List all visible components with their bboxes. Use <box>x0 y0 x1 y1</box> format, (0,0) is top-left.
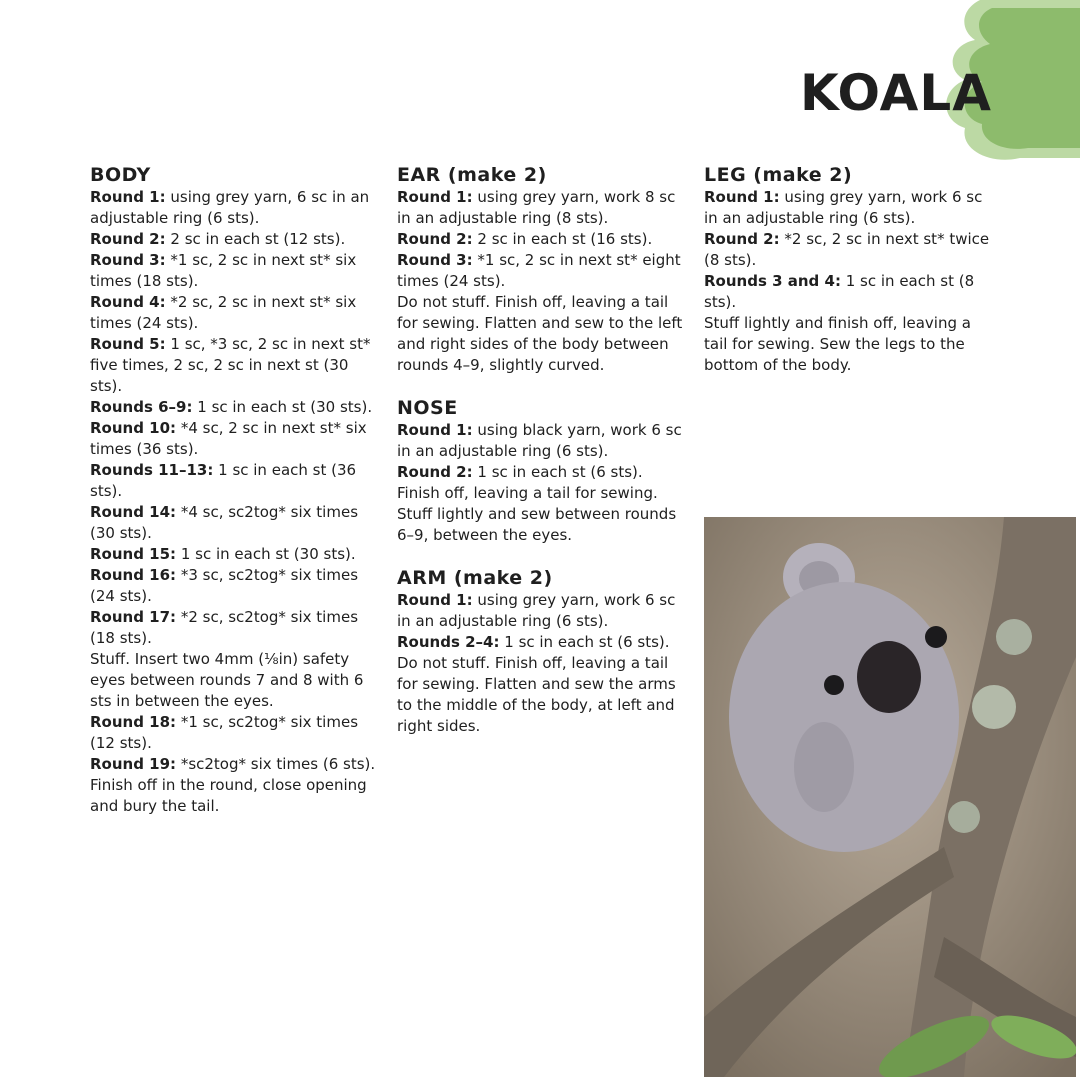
section-title: NOSE <box>397 397 458 419</box>
round-text: 1 sc in each st (30 sts). <box>192 398 373 416</box>
round-label: Round 18: <box>90 713 177 731</box>
round-label: Round 10: <box>90 419 177 437</box>
instruction-line <box>90 418 380 460</box>
round-text: using grey yarn, work 8 sc in an adjustable ring (8 sts). <box>397 188 676 227</box>
round-text: Stuff. Insert two 4mm (⅛in) safety eyes between rounds 7 and 8 with 6 sts in between the eyes. <box>90 650 364 710</box>
round-text: 1 sc in each st (6 sts). <box>472 463 643 481</box>
instruction-line <box>90 250 380 292</box>
instruction-line <box>90 565 380 607</box>
round-label: Round 2: <box>90 230 166 248</box>
round-label: Rounds 6–9: <box>90 398 193 416</box>
instruction-line <box>397 462 687 483</box>
round-label: Rounds 2–4: <box>397 633 500 651</box>
instruction-line <box>90 334 380 397</box>
instruction-line <box>90 397 380 418</box>
page-title: KOALA <box>800 64 992 122</box>
section-title: BODY <box>90 164 151 186</box>
instruction-line <box>90 292 380 334</box>
round-text: Do not stuff. Finish off, leaving a tail for sewing. Flatten and sew the arms to the middle of the body, at left and right sides. <box>397 654 676 735</box>
koala-photo <box>704 517 1076 1077</box>
instruction-line <box>90 502 380 544</box>
round-label: Round 15: <box>90 545 177 563</box>
round-text: 1 sc in each st (30 sts). <box>176 545 356 563</box>
round-text: *2 sc, sc2tog* six times (18 sts). <box>90 608 359 647</box>
column-3 <box>704 163 994 396</box>
section-nose <box>397 396 687 546</box>
instruction-line <box>90 754 380 775</box>
section-ear-make-2 <box>397 163 687 376</box>
round-text: using black yarn, work 6 sc in an adjustable ring (6 sts). <box>397 421 682 460</box>
round-text: *2 sc, 2 sc in next st* six times (24 sts). <box>90 293 357 332</box>
round-label: Round 3: <box>397 251 473 269</box>
round-text: *3 sc, sc2tog* six times (24 sts). <box>90 566 359 605</box>
instruction-line <box>397 229 687 250</box>
instruction-line <box>704 313 994 376</box>
round-label: Round 2: <box>704 230 780 248</box>
round-label: Round 3: <box>90 251 166 269</box>
round-text: using grey yarn, work 6 sc in an adjustable ring (6 sts). <box>397 591 676 630</box>
round-label: Round 5: <box>90 335 166 353</box>
instruction-line <box>397 292 687 376</box>
round-label: Round 16: <box>90 566 177 584</box>
section-body <box>90 163 380 817</box>
section-leg-make-2 <box>704 163 994 376</box>
round-text: *1 sc, 2 sc in next st* six times (18 sts). <box>90 251 357 290</box>
instruction-line <box>704 271 994 313</box>
instruction-line <box>397 420 687 462</box>
instruction-line <box>90 712 380 754</box>
round-text: Stuff lightly and finish off, leaving a tail for sewing. Sew the legs to the bottom of the body. <box>704 314 971 374</box>
section-title: ARM (make 2) <box>397 567 553 589</box>
round-text: 1 sc in each st (8 sts). <box>704 272 975 311</box>
instruction-line <box>397 187 687 229</box>
section-title: EAR (make 2) <box>397 164 547 186</box>
instruction-line <box>90 460 380 502</box>
instruction-line <box>397 632 687 653</box>
round-text: 1 sc in each st (36 sts). <box>90 461 357 500</box>
round-label: Round 1: <box>397 591 473 609</box>
round-text: 2 sc in each st (16 sts). <box>472 230 653 248</box>
instruction-line <box>397 653 687 737</box>
round-label: Round 2: <box>397 230 473 248</box>
round-text: *sc2tog* six times (6 sts). <box>176 755 376 773</box>
round-label: Round 1: <box>397 188 473 206</box>
section-arm-make-2 <box>397 566 687 737</box>
round-text: Finish off in the round, close opening and bury the tail. <box>90 776 367 815</box>
instruction-line <box>397 250 687 292</box>
koala-photo-illustration <box>704 517 1076 1077</box>
round-label: Round 14: <box>90 503 177 521</box>
round-text: 1 sc in each st (6 sts). <box>499 633 670 651</box>
round-label: Round 1: <box>704 188 780 206</box>
round-text: using grey yarn, work 6 sc in an adjustable ring (6 sts). <box>704 188 983 227</box>
column-2 <box>397 163 687 757</box>
round-label: Round 4: <box>90 293 166 311</box>
instruction-line <box>90 544 380 565</box>
instruction-line <box>90 649 380 712</box>
round-label: Rounds 11–13: <box>90 461 214 479</box>
instruction-line <box>704 229 994 271</box>
round-label: Round 1: <box>397 421 473 439</box>
round-text: Do not stuff. Finish off, leaving a tail for sewing. Flatten and sew to the left and right sides of the body between rounds 4–9, slightly curved. <box>397 293 683 374</box>
round-label: Round 17: <box>90 608 177 626</box>
round-text: 1 sc, *3 sc, 2 sc in next st* five times, 2 sc, 2 sc in next st (30 sts). <box>90 335 371 395</box>
instruction-line <box>90 775 380 817</box>
round-text: *4 sc, sc2tog* six times (30 sts). <box>90 503 359 542</box>
instruction-line <box>397 483 687 546</box>
instruction-line <box>90 607 380 649</box>
instruction-line <box>90 187 380 229</box>
round-text: 2 sc in each st (12 sts). <box>165 230 346 248</box>
round-text: *1 sc, 2 sc in next st* eight times (24 sts). <box>397 251 681 290</box>
round-text: using grey yarn, 6 sc in an adjustable ring (6 sts). <box>90 188 370 227</box>
section-title: LEG (make 2) <box>704 164 853 186</box>
instruction-line <box>397 590 687 632</box>
round-label: Round 19: <box>90 755 177 773</box>
column-1 <box>90 163 380 837</box>
instruction-line <box>704 187 994 229</box>
round-text: *2 sc, 2 sc in next st* twice (8 sts). <box>704 230 990 269</box>
round-label: Rounds 3 and 4: <box>704 272 841 290</box>
round-label: Round 2: <box>397 463 473 481</box>
round-text: *1 sc, sc2tog* six times (12 sts). <box>90 713 359 752</box>
round-text: *4 sc, 2 sc in next st* six times (36 sts). <box>90 419 367 458</box>
round-label: Round 1: <box>90 188 166 206</box>
round-text: Finish off, leaving a tail for sewing. Stuff lightly and sew between rounds 6–9, between the eyes. <box>397 484 677 544</box>
instruction-line <box>90 229 380 250</box>
